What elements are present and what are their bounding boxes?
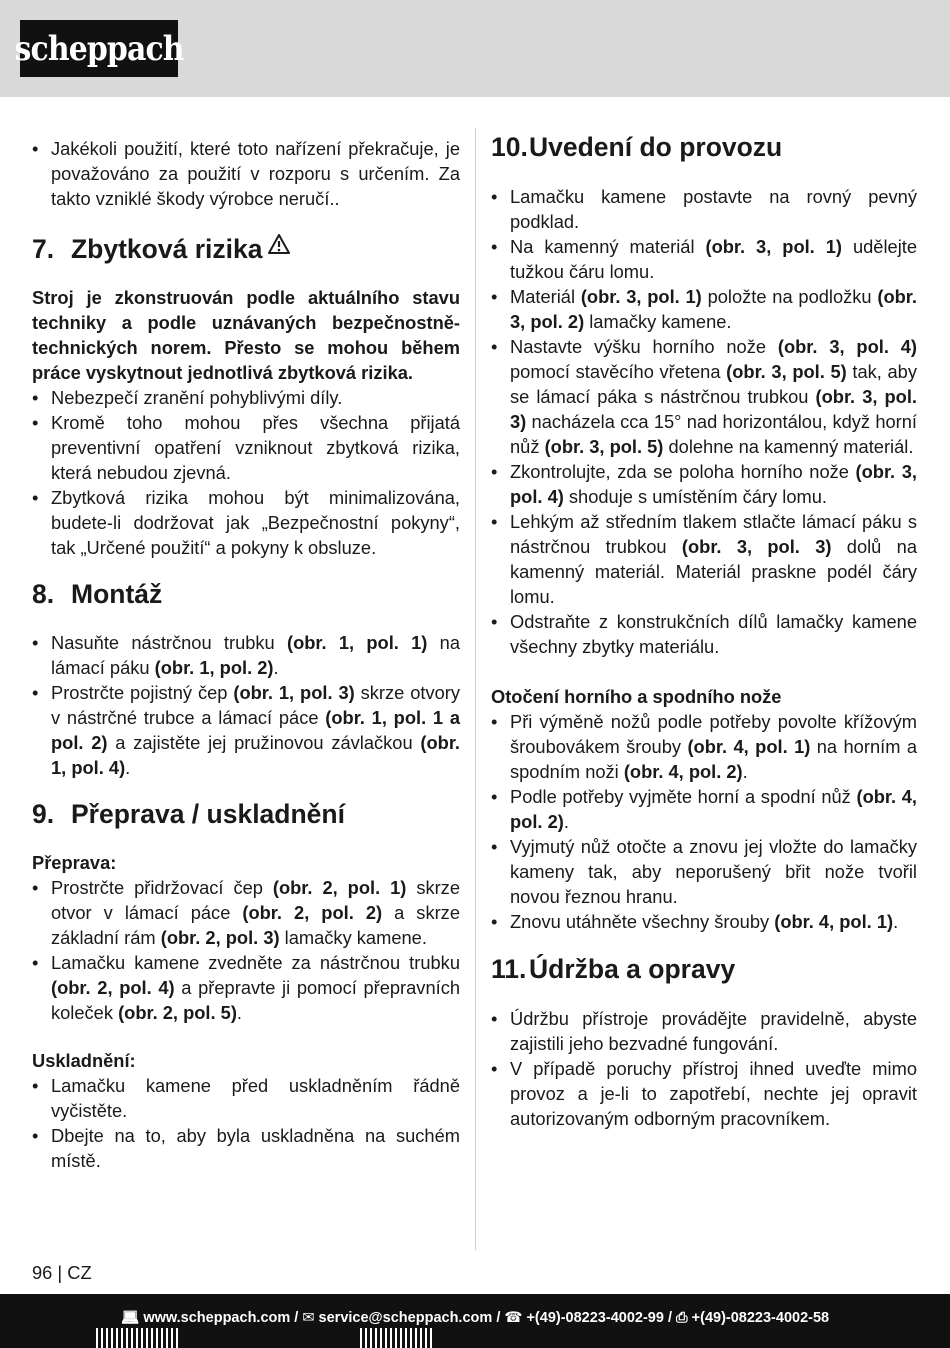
knife-list — [491, 709, 917, 934]
section-10-list — [491, 184, 917, 659]
transport-list — [32, 875, 460, 1025]
page-number: 96 | CZ — [32, 1262, 92, 1283]
list-item: • Znovu utáhněte všechny šrouby (obr. 4, pol. 1). — [491, 909, 917, 934]
list-item: • Zbytková rizika mohou být minimalizována, budete-li dodržovat jak „Bezpečnostní pokyny“, tak „Určené použití“ a pokyny k obsluze. — [32, 485, 460, 560]
fax-icon: ⎙ — [676, 1310, 688, 1326]
decorative-bars — [96, 1328, 178, 1348]
transport-heading: Přeprava: — [32, 852, 117, 873]
section-7-title: Zbytková rizika — [71, 234, 263, 264]
right-column — [491, 132, 918, 1131]
section-7-intro: Stroj je zkonstruován podle aktuálního stavu techniky a podle uznávaných bezpečnostně-technických norem. Přesto se mohou během práce vyskytnout jednotlivá zbytková rizika. — [32, 287, 460, 383]
page-header — [0, 0, 950, 97]
list-item: • Lehkým až středním tlakem stlačte lámací páku s nástrčnou trubkou (obr. 3, pol. 3) dolů na kamenný materiál. Materiál praskne podél čáry lomu. — [491, 509, 917, 609]
section-11-heading: 11. Údržba a opravy — [491, 954, 736, 984]
list-item: • Zkontrolujte, zda se poloha horního nože (obr. 3, pol. 4) shoduje s umístěním čáry lomu. — [491, 459, 917, 509]
list-item: • Vyjmutý nůž otočte a znovu jej vložte do lamačky kameny tak, aby neporušený břit nože tvořil novou řeznou hranu. — [491, 834, 917, 909]
list-item: • Údržbu přístroje provádějte pravidelně, abyste zajistili jeho bezvadné fungování. — [491, 1006, 917, 1056]
knife-heading: Otočení horního a spodního nože — [491, 686, 782, 707]
section-8-heading: 8. Montáž — [32, 579, 163, 609]
section-7-list — [32, 385, 460, 560]
scheppach-logo — [14, 20, 184, 77]
section-9-title: Přeprava / uskladnění — [71, 799, 345, 829]
intro-bullet: • Jakékoli použití, které toto nařízení překračuje, je považováno za použití v rozporu s určením. Za takto vzniklé škody výrobce neručí.. — [32, 136, 460, 211]
section-10-heading: 10. Uvedení do provozu — [491, 132, 783, 162]
section-11-list — [491, 1006, 917, 1131]
list-item: • Podle potřeby vyjměte horní a spodní nůž (obr. 4, pol. 2). — [491, 784, 917, 834]
intro-list — [32, 136, 460, 211]
list-item: • Lamačku kamene postavte na rovný pevný podklad. — [491, 184, 917, 234]
page-footer — [0, 1294, 950, 1348]
list-item: • Prostrčte pojistný čep (obr. 1, pol. 3) skrze otvory v nástrčné trubce a lámací páce (obr. 1, pol. 1 a pol. 2) a zajistěte jej pružinovou závlačkou (obr. 1, pol. 4). — [32, 680, 460, 780]
website-link[interactable]: www.scheppach.com — [143, 1310, 291, 1326]
section-10-title: Uvedení do provozu — [529, 132, 783, 162]
contact-line: 💻︎ www.scheppach.com / ✉︎ service@scheppach.com / ☎︎ +(49)-08223-4002-99 / ⎙ +(49)-08223-4002-58 — [120, 1310, 830, 1326]
list-item: • Při výměně nožů podle potřeby povolte křížovým šroubovákem šrouby (obr. 4, pol. 1) na horním a spodním noži (obr. 4, pol. 2). — [491, 709, 917, 784]
list-item: • Materiál (obr. 3, pol. 1) položte na podložku (obr. 3, pol. 2) lamačky kamene. — [491, 284, 917, 334]
computer-icon: 💻︎ — [120, 1310, 140, 1326]
list-item: • Nasuňte nástrčnou trubku (obr. 1, pol. 1) na lámací páku (obr. 1, pol. 2). — [32, 630, 460, 680]
left-column — [32, 136, 460, 1173]
list-item: • V případě poruchy přístroj ihned uveďte mimo provoz a je-li to zapotřebí, nechte jej opravit autorizovaným odborným pracovníkem. — [491, 1056, 917, 1131]
section-11-title: Údržba a opravy — [529, 954, 736, 984]
logo-text: scheppach — [14, 28, 184, 69]
phone-icon: ☎︎ — [504, 1310, 523, 1326]
storage-heading: Uskladnění: — [32, 1050, 136, 1071]
fax-number: +(49)-08223-4002-58 — [691, 1310, 830, 1326]
email-link[interactable]: service@scheppach.com — [318, 1310, 493, 1326]
section-8-list — [32, 630, 460, 780]
list-item: • Dbejte na to, aby byla uskladněna na suchém místě. — [32, 1123, 460, 1173]
section-8-title: Montáž — [71, 579, 163, 609]
section-9-heading: 9. Přeprava / uskladnění — [32, 799, 345, 829]
list-item: • Lamačku kamene před uskladněním řádně vyčistěte. — [32, 1073, 460, 1123]
email-icon: ✉︎ — [302, 1310, 315, 1326]
list-item: • Na kamenný materiál (obr. 3, pol. 1) udělejte tužkou čáru lomu. — [491, 234, 917, 284]
list-item: • Nastavte výšku horního nože (obr. 3, pol. 4) pomocí stavěcího vřetena (obr. 3, pol. 5) tak, aby se lámací páka s nástrčnou trubkou (obr. 3, pol. 3) nacházela cca 15° nad horizontálou, když horní nůž (obr. 3, pol. 5) dolehne na kamenný materiál. — [491, 334, 917, 459]
storage-list — [32, 1073, 460, 1173]
list-item: • Kromě toho mohou přes všechna přijatá preventivní opatření vzniknout zbytková rizika, která nebudou zjevná. — [32, 410, 460, 485]
phone-number: +(49)-08223-4002-99 — [526, 1310, 664, 1326]
warning-icon — [268, 233, 290, 255]
decorative-bars — [360, 1328, 432, 1348]
list-item: • Lamačku kamene zvedněte za nástrčnou trubku (obr. 2, pol. 4) a přepravte ji pomocí přepravních koleček (obr. 2, pol. 5). — [32, 950, 460, 1025]
list-item: • Odstraňte z konstrukčních dílů lamačky kamene všechny zbytky materiálu. — [491, 609, 917, 659]
list-item: • Prostrčte přidržovací čep (obr. 2, pol. 1) skrze otvor v lámací páce (obr. 2, pol. 2) a skrze základní rám (obr. 2, pol. 3) lamačky kamene. — [32, 875, 460, 950]
list-item: • Nebezpečí zranění pohyblivými díly. — [32, 385, 460, 410]
section-7-heading: 7. Zbytková rizika — [32, 233, 460, 265]
column-divider — [475, 128, 476, 1250]
